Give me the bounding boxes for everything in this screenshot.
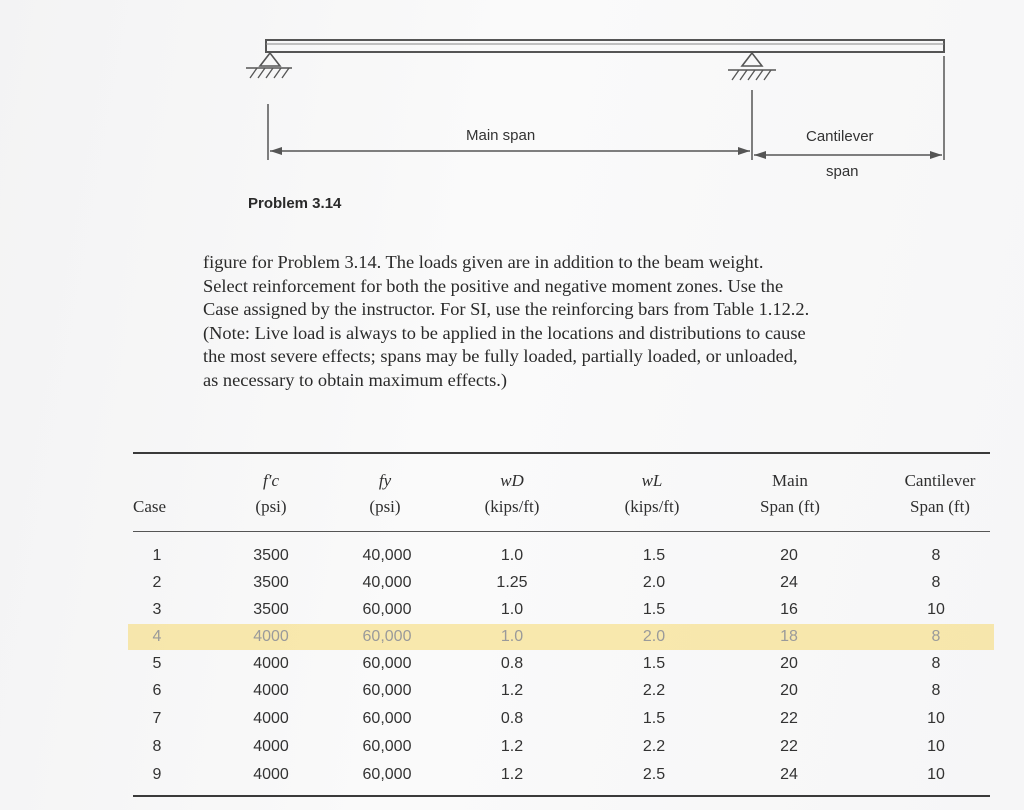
cell-cantilever-span: 10 xyxy=(927,710,945,727)
header-fy-symbol: fy xyxy=(378,471,392,490)
cell-case: 6 xyxy=(152,682,162,699)
cell-case: 9 xyxy=(152,766,162,783)
cell-case: 1 xyxy=(152,547,162,564)
cell-main-span: 18 xyxy=(780,628,798,645)
header-fc-unit: (psi) xyxy=(255,497,287,516)
header-case-label: Case xyxy=(133,497,167,516)
description-line: the most severe effects; spans may be fully loaded, partially loaded, or unloaded, xyxy=(203,346,798,366)
header-main-span xyxy=(730,468,850,520)
cell-fy: 40,000 xyxy=(362,547,412,564)
header-wd xyxy=(452,468,572,520)
cell-wd: 0.8 xyxy=(500,710,524,727)
cell-fy: 60,000 xyxy=(362,766,412,783)
cell-wl: 2.5 xyxy=(642,766,666,783)
cell-fy: 40,000 xyxy=(362,574,412,591)
header-wd-symbol: wD xyxy=(500,471,524,490)
cell-wl: 2.0 xyxy=(642,574,666,591)
cell-wl: 1.5 xyxy=(642,547,666,564)
description-line: Case assigned by the instructor. For SI, use the reinforcing bars from Table 1.12.2. xyxy=(203,299,810,319)
cell-fy: 60,000 xyxy=(362,738,412,755)
cell-case: 4 xyxy=(152,628,162,645)
cell-wl: 2.2 xyxy=(642,682,666,699)
description-line: Select reinforcement for both the positive and negative moment zones. Use the xyxy=(203,275,784,296)
cell-main-span: 20 xyxy=(780,655,798,672)
header-fc-symbol: f′c xyxy=(263,471,279,490)
cell-fc: 3500 xyxy=(253,547,289,564)
description-line: (Note: Live load is always to be applied in the locations and distributions to cause xyxy=(203,322,806,343)
cell-fc: 4000 xyxy=(253,738,289,755)
description-line: as necessary to obtain maximum effects.) xyxy=(203,369,508,390)
header-wl xyxy=(592,468,712,520)
cell-cantilever-span: 10 xyxy=(927,601,945,618)
cell-case: 8 xyxy=(152,738,162,755)
cell-wd: 1.0 xyxy=(500,547,524,564)
cell-fy: 60,000 xyxy=(362,710,412,727)
cell-cantilever-span: 8 xyxy=(931,655,941,672)
cell-wd: 1.2 xyxy=(500,766,524,783)
cantilever-label-line2: span xyxy=(826,163,859,180)
cell-fc: 4000 xyxy=(253,628,289,645)
cell-wd: 1.2 xyxy=(500,738,524,755)
header-cantilever-line1: Cantilever xyxy=(904,471,976,490)
cell-wl: 1.5 xyxy=(642,601,666,618)
cell-cantilever-span: 10 xyxy=(927,766,945,783)
cell-fy: 60,000 xyxy=(362,682,412,699)
cell-main-span: 20 xyxy=(780,547,798,564)
cell-wd: 1.25 xyxy=(496,574,528,591)
cell-fc: 3500 xyxy=(253,601,289,618)
description-line: figure for Problem 3.14. The loads given are in addition to the beam weight. xyxy=(203,252,764,272)
cell-main-span: 16 xyxy=(780,601,798,618)
cell-main-span: 24 xyxy=(780,766,798,783)
cell-main-span: 22 xyxy=(780,738,798,755)
cell-fc: 4000 xyxy=(253,655,289,672)
cell-cantilever-span: 8 xyxy=(931,682,941,699)
cell-wl: 1.5 xyxy=(642,655,666,672)
header-cantilever-line2: Span (ft) xyxy=(910,497,970,516)
header-main-span-line1: Main xyxy=(772,471,808,490)
cell-wd: 0.8 xyxy=(500,655,524,672)
cell-fc: 4000 xyxy=(253,766,289,783)
cell-cantilever-span: 10 xyxy=(927,738,945,755)
cell-case: 3 xyxy=(152,601,162,618)
cell-wd: 1.0 xyxy=(500,601,524,618)
cell-cantilever-span: 8 xyxy=(931,574,941,591)
header-main-span-line2: Span (ft) xyxy=(760,497,820,516)
cell-wd: 1.0 xyxy=(500,628,524,645)
header-wl-symbol: wL xyxy=(641,471,663,490)
header-fy xyxy=(325,468,445,520)
cell-case: 5 xyxy=(152,655,162,672)
header-wl-unit: (kips/ft) xyxy=(624,497,680,516)
cell-fc: 4000 xyxy=(253,682,289,699)
cell-cantilever-span: 8 xyxy=(931,628,941,645)
cell-case: 7 xyxy=(152,710,162,727)
cell-fy: 60,000 xyxy=(362,628,412,645)
cell-main-span: 22 xyxy=(780,710,798,727)
cell-cantilever-span: 8 xyxy=(931,547,941,564)
cell-wl: 2.0 xyxy=(642,628,666,645)
cell-fy: 60,000 xyxy=(362,655,412,672)
header-cantilever-span xyxy=(880,468,1000,520)
cell-fy: 60,000 xyxy=(362,601,412,618)
cell-wl: 2.2 xyxy=(642,738,666,755)
header-fy-unit: (psi) xyxy=(369,497,401,516)
header-case xyxy=(133,494,193,520)
cantilever-label-line1: Cantilever xyxy=(806,128,874,145)
cell-fc: 4000 xyxy=(253,710,289,727)
cell-main-span: 20 xyxy=(780,682,798,699)
problem-title: Problem 3.14 xyxy=(248,195,342,212)
cell-wl: 1.5 xyxy=(642,710,666,727)
cell-main-span: 24 xyxy=(780,574,798,591)
main-span-label: Main span xyxy=(466,127,536,144)
cell-wd: 1.2 xyxy=(500,682,524,699)
cell-fc: 3500 xyxy=(253,574,289,591)
header-wd-unit: (kips/ft) xyxy=(484,497,540,516)
header-fc xyxy=(211,468,331,520)
cell-case: 2 xyxy=(152,574,162,591)
